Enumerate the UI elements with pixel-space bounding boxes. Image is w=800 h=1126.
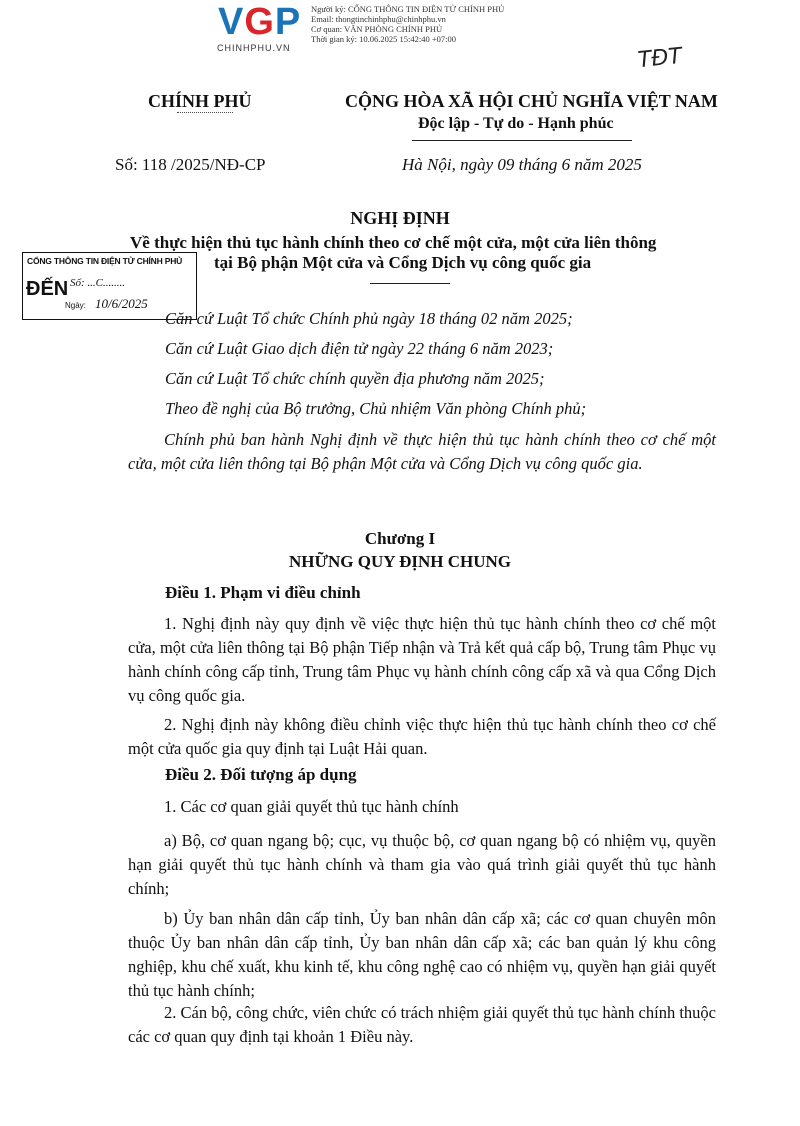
logo-subtitle: CHINHPHU.VN [217, 43, 291, 53]
chapter-number: Chương I [364, 529, 436, 548]
signature-email: Email: thongtinchinhphu@chinhphu.vn [311, 14, 446, 24]
article-1-heading: Điều 1. Phạm vi điều chỉnh [165, 583, 361, 602]
preamble-proposal: Theo đề nghị của Bộ trưởng, Chủ nhiệm Văn phòng Chính phủ; [165, 399, 587, 418]
stamp-date-label: Ngày: [65, 301, 86, 310]
logo-letter-g: G [244, 1, 275, 43]
national-motto: Độc lập - Tự do - Hạnh phúc [418, 115, 614, 132]
stamp-date: 10/6/2025 [95, 296, 148, 311]
signature-agency: Cơ quan: VĂN PHÒNG CHÍNH PHỦ [311, 24, 443, 34]
document-subject-line-2: tại Bộ phận Một cửa và Cổng Dịch vụ công quốc gia [214, 253, 592, 272]
organization-underline [177, 112, 233, 113]
article-2-clause-1: 1. Các cơ quan giải quyết thủ tục hành chính [164, 797, 459, 816]
article-2-clause-2: 2. Cán bộ, công chức, viên chức có trách nhiệm giải quyết thủ tục hành chính thuộc các cơ quan quy định tại khoản 1 Điều này. [128, 1003, 716, 1046]
document-type: NGHỊ ĐỊNH [350, 208, 450, 228]
national-title: CỘNG HÒA XÃ HỘI CHỦ NGHĨA VIỆT NAM [345, 91, 718, 111]
article-1-clause-2: 2. Nghị định này không điều chỉnh việc thực hiện thủ tục hành chính theo cơ chế một cửa quốc gia quy định tại Luật Hải quan. [128, 715, 716, 758]
signature-signer: Người ký: CỔNG THÔNG TIN ĐIỆN TỬ CHÍNH PHỦ [311, 4, 505, 14]
handwritten-mark: TĐT [636, 43, 684, 74]
stamp-organization: CỔNG THÔNG TIN ĐIỆN TỬ CHÍNH PHỦ [27, 256, 183, 266]
article-2-point-a: a) Bộ, cơ quan ngang bộ; cục, vụ thuộc bộ, cơ quan ngang bộ có nhiệm vụ, quyền hạn giải quyết thủ tục hành chính và tham gia vào quá trình giải quyết thủ tục hành chính; [128, 831, 716, 898]
article-1-clause-1: 1. Nghị định này quy định về việc thực hiện thủ tục hành chính theo cơ chế một cửa, một cửa liên thông tại Bộ phận Tiếp nhận và Trả kết quả cấp bộ, Trung tâm Phục vụ hành chính công cấp tỉnh, Trung tâm Phục vụ hành chính công cấp xã và qua Cổng Dịch vụ công quốc gia. [128, 614, 716, 705]
preamble-basis-2: Căn cứ Luật Giao dịch điện tử ngày 22 tháng 6 năm 2023; [165, 339, 554, 358]
vgp-logo [218, 2, 301, 42]
preamble-basis-3: Căn cứ Luật Tổ chức chính quyền địa phương năm 2025; [165, 369, 545, 388]
signature-time: Thời gian ký: 10.06.2025 15:42:40 +07:00 [311, 34, 457, 44]
place-and-date: Hà Nội, ngày 09 tháng 6 năm 2025 [402, 155, 642, 174]
article-2-heading: Điều 2. Đối tượng áp dụng [165, 765, 357, 784]
decree-intro: Chính phủ ban hành Nghị định về thực hiện thủ tục hành chính theo cơ chế một cửa, một cửa liên thông tại Bộ phận Một cửa và Cổng Dịch vụ công quốc gia. [128, 430, 716, 473]
document-number: Số: 118 /2025/NĐ-CP [115, 155, 266, 174]
stamp-den-label: ĐẾN [26, 278, 69, 300]
title-separator [370, 283, 450, 284]
article-2-point-b: b) Ủy ban nhân dân cấp tỉnh, Ủy ban nhân dân cấp xã; các cơ quan chuyên môn thuộc Ủy ban nhân dân cấp tỉnh, Ủy ban nhân dân cấp xã; các ban quản lý khu công nghiệp, khu chế xuất, khu kinh tế, khu công nghệ cao có nhiệm vụ, quyền hạn giải quyết thủ tục hành chính; [128, 909, 716, 1000]
logo-letter-p: P [274, 1, 302, 43]
document-subject-line-1: Về thực hiện thủ tục hành chính theo cơ chế một cửa, một cửa liên thông [130, 233, 657, 252]
preamble-basis-1: Căn cứ Luật Tổ chức Chính phủ ngày 18 tháng 02 năm 2025; [165, 309, 573, 328]
issuing-organization: CHÍNH PHỦ [148, 91, 252, 111]
chapter-name: NHỮNG QUY ĐỊNH CHUNG [288, 552, 512, 571]
digital-signature-block [311, 4, 504, 44]
stamp-number: Số: ...C........ [70, 277, 125, 289]
logo-letter-v: V [218, 1, 245, 43]
motto-underline [412, 140, 632, 141]
